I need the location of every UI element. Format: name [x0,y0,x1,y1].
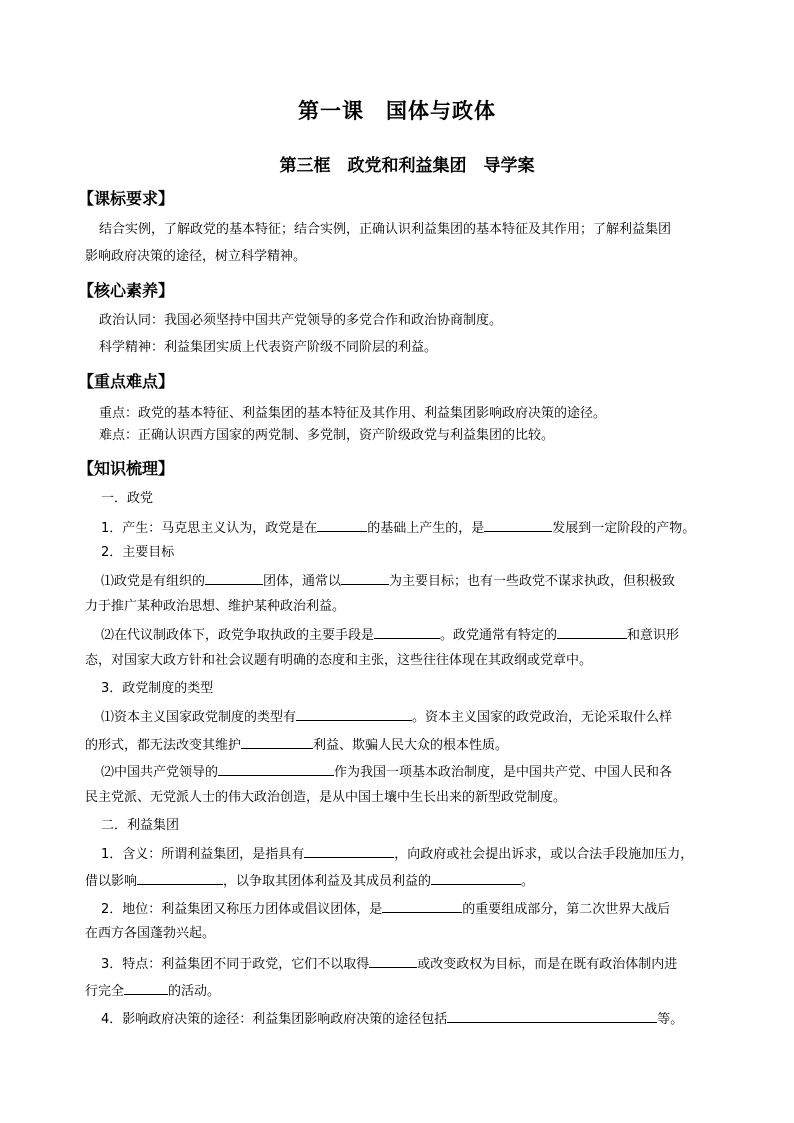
fill-blank[interactable] [241,735,313,749]
page-subtitle: 第三框 政党和利益集团 导学案 [279,156,535,176]
group-item-1-cont [85,871,725,891]
text-segment: 的形式，都无法改变其维护 [85,738,242,753]
party-item-3-2-cont: 民主党派、无党派人士的伟大政治创造，是从中国土壤中生长出来的新型政党制度。 [85,790,567,805]
section-heading-standards: 【课标要求】 [78,189,175,208]
fill-blank[interactable] [124,981,168,995]
party-item-2-1 [101,571,741,591]
section-heading-key: 【重点难点】 [78,372,175,391]
text-segment: ，向政府或社会提出诉求，或以合法手段施加压力， [394,847,694,862]
text-segment: 2．地位：利益集团又称压力团体或倡议团体，是 [101,902,383,917]
text-segment: 利益、欺骗人民大众的根本性质。 [313,738,509,753]
fill-blank[interactable] [382,899,462,913]
text-segment: 行完全 [85,984,125,999]
text-segment: 为主要目标；也有一些政党不谋求执政，但积极致 [389,574,676,589]
fill-blank[interactable] [218,762,334,776]
party-item-2: 2．主要目标 [101,545,175,560]
text-segment: 作为我国一项基本政治制度，是中国共产党、中国人民和各 [334,765,673,780]
group-item-2-cont: 在西方各国蓬勃兴起。 [85,926,216,941]
fill-blank[interactable] [447,1009,657,1023]
group-item-2 [101,899,741,919]
fill-blank[interactable] [341,571,389,585]
group-item-3 [101,954,741,974]
text-segment: ⑵在代议制政体下，政党争取执政的主要手段是 [101,628,375,643]
group-subheading: 二．利益集团 [101,818,180,833]
party-item-1 [101,518,741,538]
core-line-1: 政治认同：我国必须坚持中国共产党领导的多党合作和政治协商制度。 [99,313,503,328]
section-heading-core: 【核心素养】 [78,281,175,300]
fill-blank[interactable] [374,625,440,639]
party-item-2-1-cont: 力于推广某种政治思想、维护某种政治利益。 [85,599,346,614]
party-item-3-1-cont [85,735,725,755]
text-segment: 3．特点：利益集团不同于政党，它们不以取得 [101,957,370,972]
text-segment: ，以争取其团体利益及其成员利益的 [223,874,432,889]
fill-blank[interactable] [431,871,521,885]
text-segment: 。资本主义国家的政党政治，无论采取什么样 [412,710,673,725]
text-segment: ⑴资本主义国家政党制度的类型有 [101,710,297,725]
text-segment: 4．影响政府决策的途径：利益集团影响政府决策的途径包括 [101,1012,448,1027]
group-item-1 [101,844,741,864]
group-item-3-cont [85,981,725,1001]
party-item-2-2-cont: 态，对国家大政方针和社会议题有明确的态度和主张，这些往往体现在其政纲或党章中。 [85,653,593,668]
fill-blank[interactable] [369,954,417,968]
key-line-2: 难点：正确认识西方国家的两党制、多党制，资产阶级政党与利益集团的比较。 [99,428,555,443]
fill-blank[interactable] [557,625,627,639]
party-item-3: 3．政党制度的类型 [101,681,214,696]
standards-line-1: 结合实例，了解政党的基本特征；结合实例，正确认识利益集团的基本特征及其作用；了解利益集团 [99,222,672,237]
text-segment: 等。 [657,1012,684,1027]
text-segment: ⑴政党是有组织的 [101,574,206,589]
standards-line-2: 影响政府决策的途径，树立科学精神。 [85,249,307,264]
text-segment: 借以影响 [85,874,138,889]
fill-blank[interactable] [296,707,412,721]
text-segment: 。 [521,874,535,889]
page-title: 第一课 国体与政体 [298,99,496,123]
text-segment: 或改变政权为目标，而是在既有政治体制内进 [417,957,678,972]
key-line-1: 重点：政党的基本特征、利益集团的基本特征及其作用、利益集团影响政府决策的途径。 [99,406,607,421]
party-item-3-2 [101,762,741,782]
text-segment: 。政党通常有特定的 [440,628,558,643]
party-subheading: 一．政党 [101,491,154,506]
text-segment: 团体，通常以 [263,574,342,589]
fill-blank[interactable] [317,518,367,532]
core-line-2: 科学精神：利益集团实质上代表资产阶级不同阶层的利益。 [99,340,438,355]
text-segment: 发展到一定阶段的产物。 [552,521,696,536]
fill-blank[interactable] [304,844,394,858]
text-segment: 1．含义：所谓利益集团，是指具有 [101,847,305,862]
group-item-4 [101,1009,741,1029]
fill-blank[interactable] [137,871,223,885]
party-item-2-2 [101,625,741,645]
text-segment: 的活动。 [168,984,221,999]
text-segment: 1．产生：马克思主义认为，政党是在 [101,521,318,536]
fill-blank[interactable] [484,518,552,532]
text-segment: 的基础上产生的，是 [367,521,485,536]
party-item-3-1 [101,707,741,727]
fill-blank[interactable] [205,571,263,585]
text-segment: 的重要组成部分，第二次世界大战后 [462,902,671,917]
section-heading-knowledge: 【知识梳理】 [78,459,175,478]
text-segment: ⑵中国共产党领导的 [101,765,219,780]
text-segment: 和意识形 [627,628,680,643]
